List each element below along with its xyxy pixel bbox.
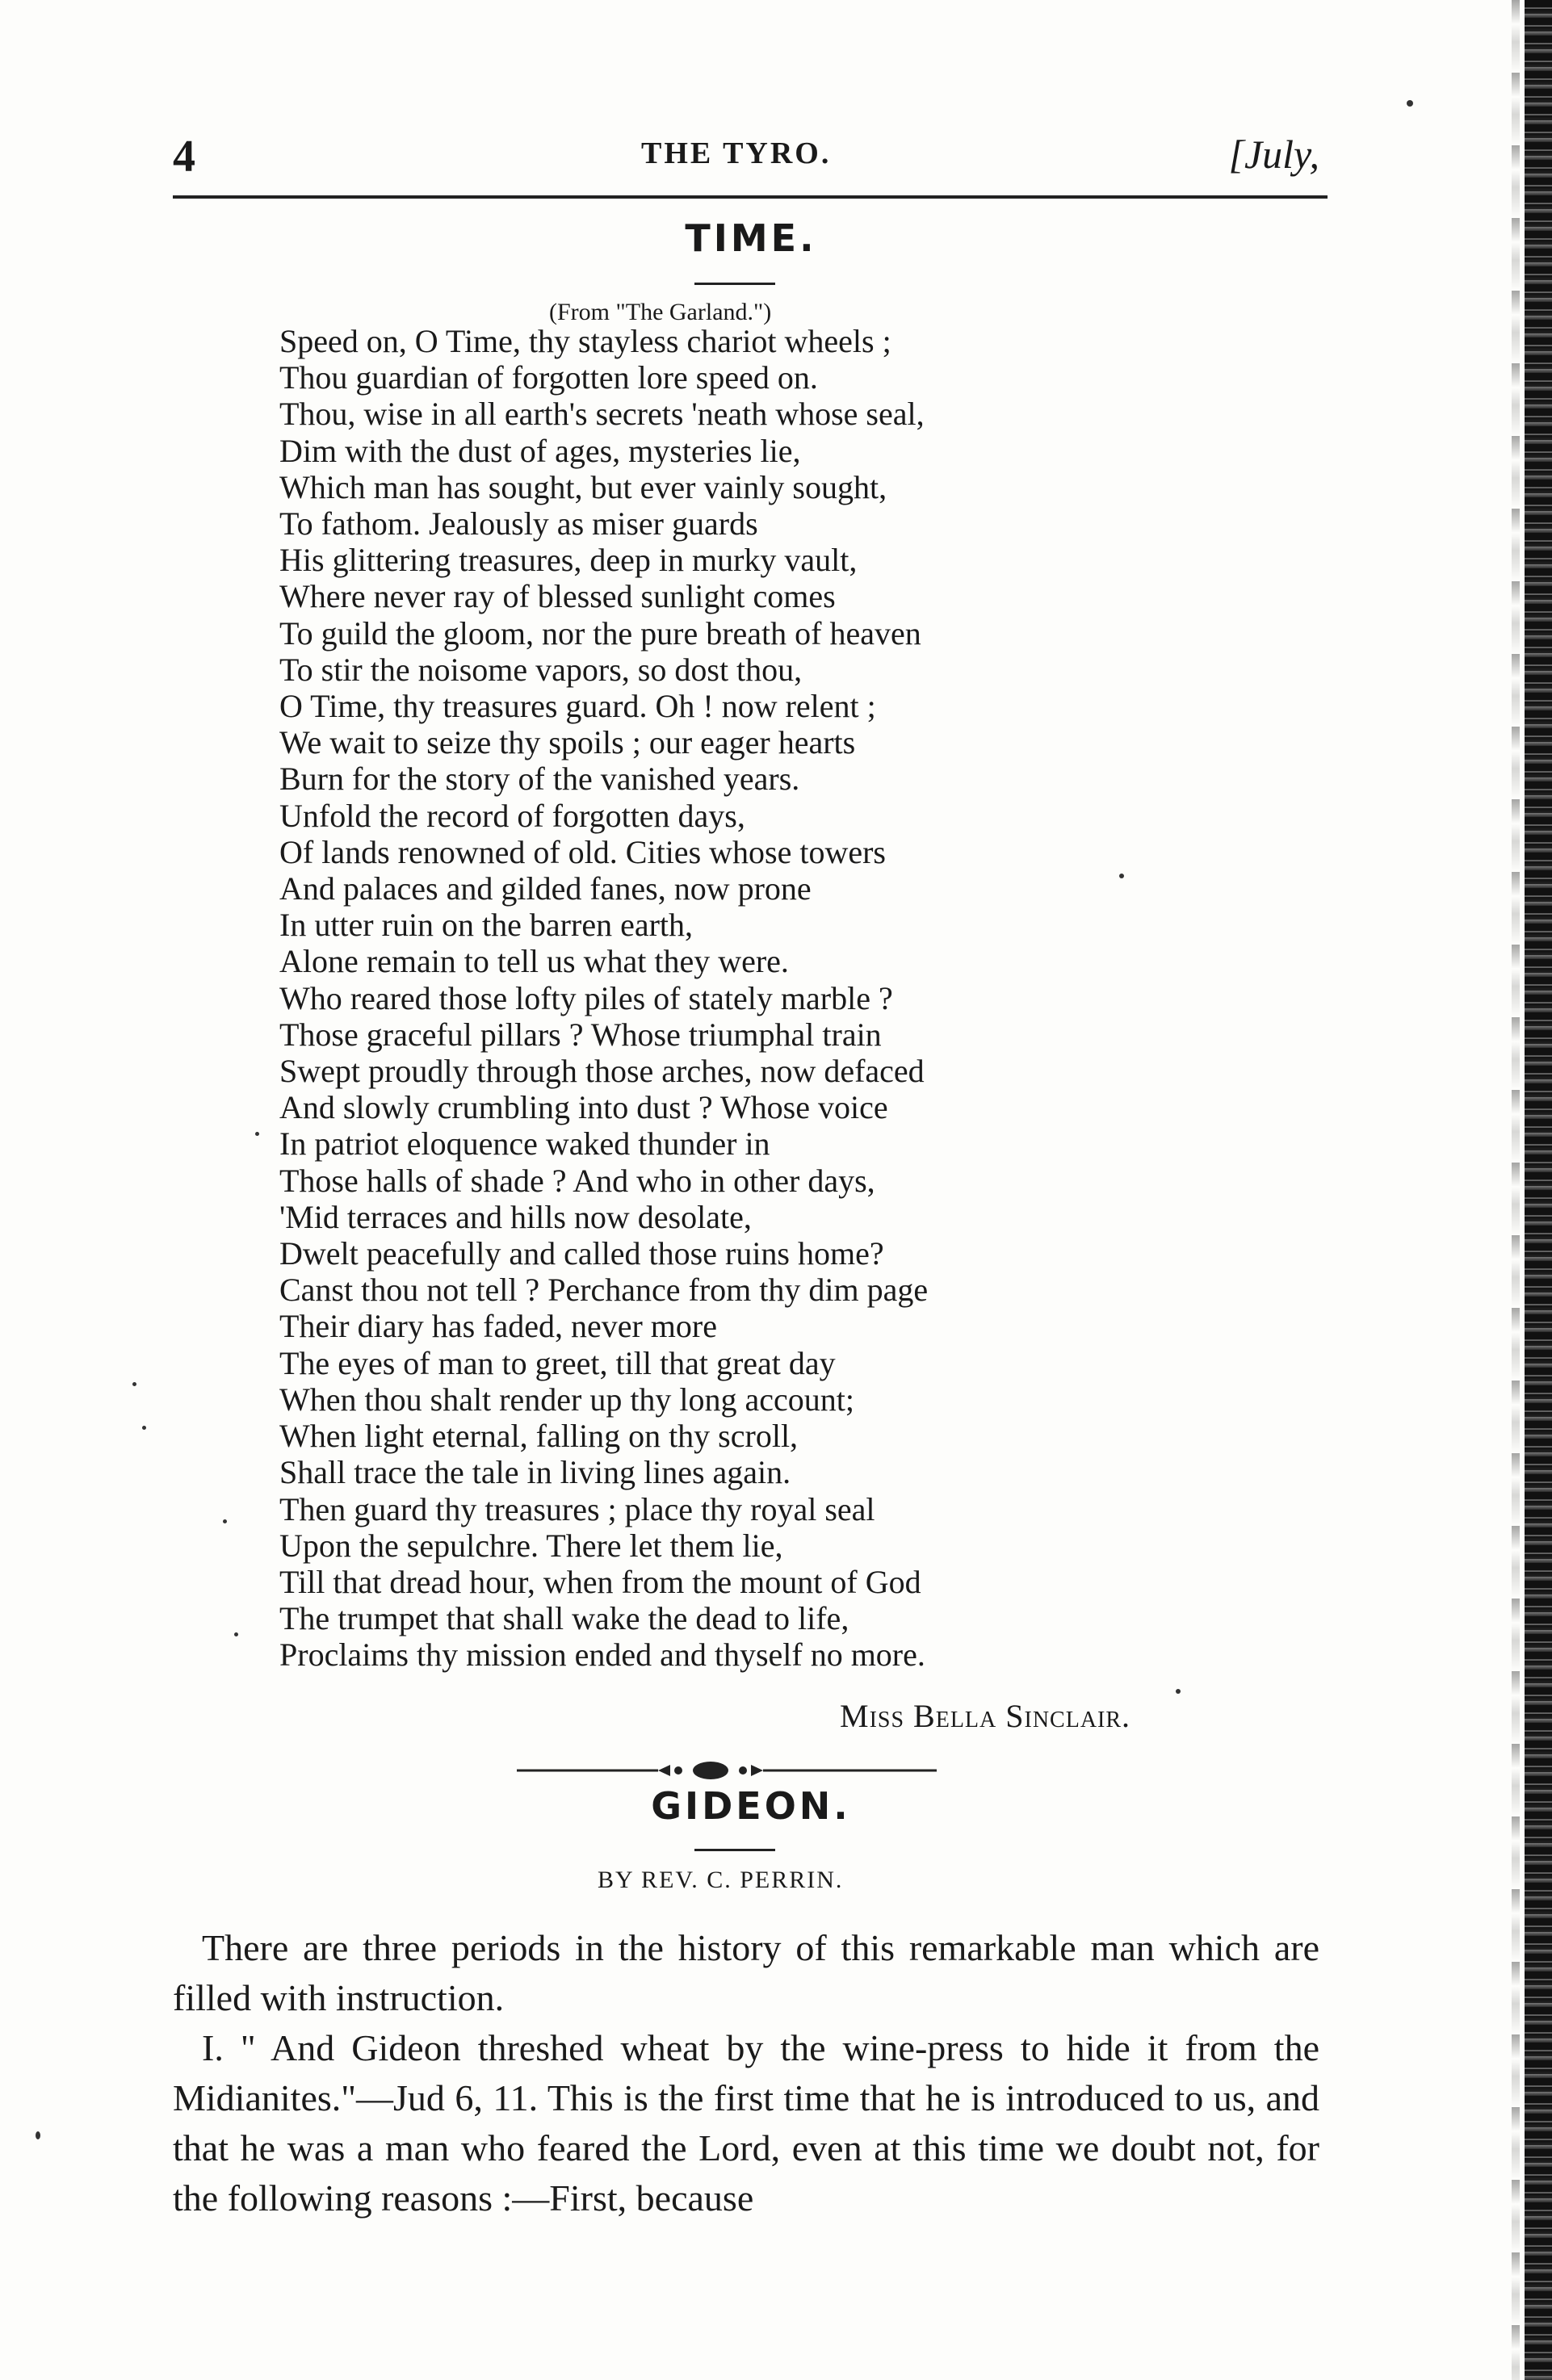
poem-line: Proclaims thy mission ended and thyself no more. — [279, 1636, 925, 1674]
poem-line: Till that dread hour, when from the mount of God — [279, 1563, 921, 1600]
poem-line: Upon the sepulchre. There let them lie, — [279, 1527, 783, 1564]
poem-line: Burn for the story of the vanished years. — [279, 761, 800, 798]
poem-line: Thou guardian of forgotten lore speed on. — [279, 359, 818, 396]
poem-line: Dwelt peacefully and called those ruins home? — [279, 1235, 884, 1272]
scan-speck — [223, 1519, 227, 1523]
poem-line: Who reared those lofty piles of stately marble ? — [279, 979, 893, 1016]
page-number: 4 — [173, 132, 195, 182]
poem-line: Dim with the dust of ages, mysteries lie, — [279, 432, 801, 469]
title-rule — [694, 283, 775, 285]
poem-line: Which man has sought, but ever vainly sought, — [279, 468, 887, 505]
poem-line: The eyes of man to greet, till that great day — [279, 1344, 836, 1381]
poem-line: In patriot eloquence waked thunder in — [279, 1125, 770, 1163]
poem-line: O Time, thy treasures guard. Oh ! now relent ; — [279, 688, 876, 725]
scan-speck — [1119, 874, 1124, 878]
issue-month: [July, — [1228, 132, 1319, 177]
poem-line: When light eternal, falling on thy scroll, — [279, 1418, 799, 1455]
poem-line: Of lands renowned of old. Cities whose towers — [279, 833, 886, 870]
poem-line: Shall trace the tale in living lines again. — [279, 1454, 791, 1491]
header-rule — [173, 195, 1328, 199]
scan-speck — [36, 2131, 40, 2139]
poem-body — [279, 323, 928, 1674]
poem-line: Unfold the record of forgotten days, — [279, 797, 745, 834]
poem-line: To stir the noisome vapors, so dost thou, — [279, 651, 803, 688]
poem-line: Then guard thy treasures ; place thy royal seal — [279, 1490, 875, 1527]
poem-line: Swept proudly through those arches, now defaced — [279, 1053, 925, 1090]
section-ornament — [517, 1758, 937, 1783]
poem-line: The trumpet that shall wake the dead to life, — [279, 1600, 849, 1637]
poem-title: TIME. — [685, 216, 817, 260]
poem-line: When thou shalt render up thy long account; — [279, 1381, 855, 1418]
poem-line: We wait to seize thy spoils ; our eager hearts — [279, 724, 856, 761]
binding-edge — [1525, 0, 1552, 2380]
article-body — [173, 1923, 1319, 2223]
scan-speck — [142, 1426, 146, 1430]
poem-line: 'Mid terraces and hills now desolate, — [279, 1198, 752, 1235]
scan-speck — [1407, 100, 1413, 107]
poem-line: To fathom. Jealously as miser guards — [279, 505, 758, 543]
binding-shadow — [1512, 0, 1520, 2380]
scan-speck — [132, 1382, 136, 1386]
scan-speck — [234, 1632, 238, 1636]
poem-author: Miss Bella Sinclair. — [840, 1698, 1131, 1734]
poem-line: And slowly crumbling into dust ? Whose voice — [279, 1089, 888, 1126]
journal-name: THE TYRO. — [641, 136, 832, 170]
poem-line: And palaces and gilded fanes, now prone — [279, 870, 812, 907]
poem-line: Where never ray of blessed sunlight comes — [279, 578, 836, 615]
poem-line: Their diary has faded, never more — [279, 1308, 717, 1345]
poem-line: In utter ruin on the barren earth, — [279, 907, 694, 944]
poem-line: Those halls of shade ? And who in other days, — [279, 1162, 875, 1199]
poem-line: To guild the gloom, nor the pure breath of heaven — [279, 614, 921, 652]
poem-line: His glittering treasures, deep in murky vault, — [279, 542, 858, 579]
poem-line: Thou, wise in all earth's secrets 'neath whose seal, — [279, 396, 925, 433]
article-title: GIDEON. — [651, 1784, 851, 1828]
poem-line: Speed on, O Time, thy stayless chariot wheels ; — [279, 323, 891, 359]
poem-line: Alone remain to tell us what they were. — [279, 943, 789, 980]
scan-speck — [1176, 1689, 1181, 1694]
poem-source: (From "The Garland.") — [549, 299, 772, 325]
poem-line: Those graceful pillars ? Whose triumphal train — [279, 1016, 882, 1053]
title-rule — [694, 1849, 775, 1851]
scan-speck — [255, 1132, 259, 1136]
paragraph: There are three periods in the history of this remarkable man which are filled with instruction. — [173, 1927, 1319, 2018]
poem-line: Canst thou not tell ? Perchance from thy dim page — [279, 1272, 929, 1309]
article-byline: BY REV. C. PERRIN. — [598, 1867, 844, 1893]
paragraph: I. " And Gideon threshed wheat by the wine-press to hide it from the Midianites."—Jud 6, 11. This is the first time that he is introduced to us, and that he was a man who feared the Lord, even at this time we doubt not, for the following reasons :—First, because — [173, 2027, 1319, 2219]
running-head — [173, 131, 1319, 187]
